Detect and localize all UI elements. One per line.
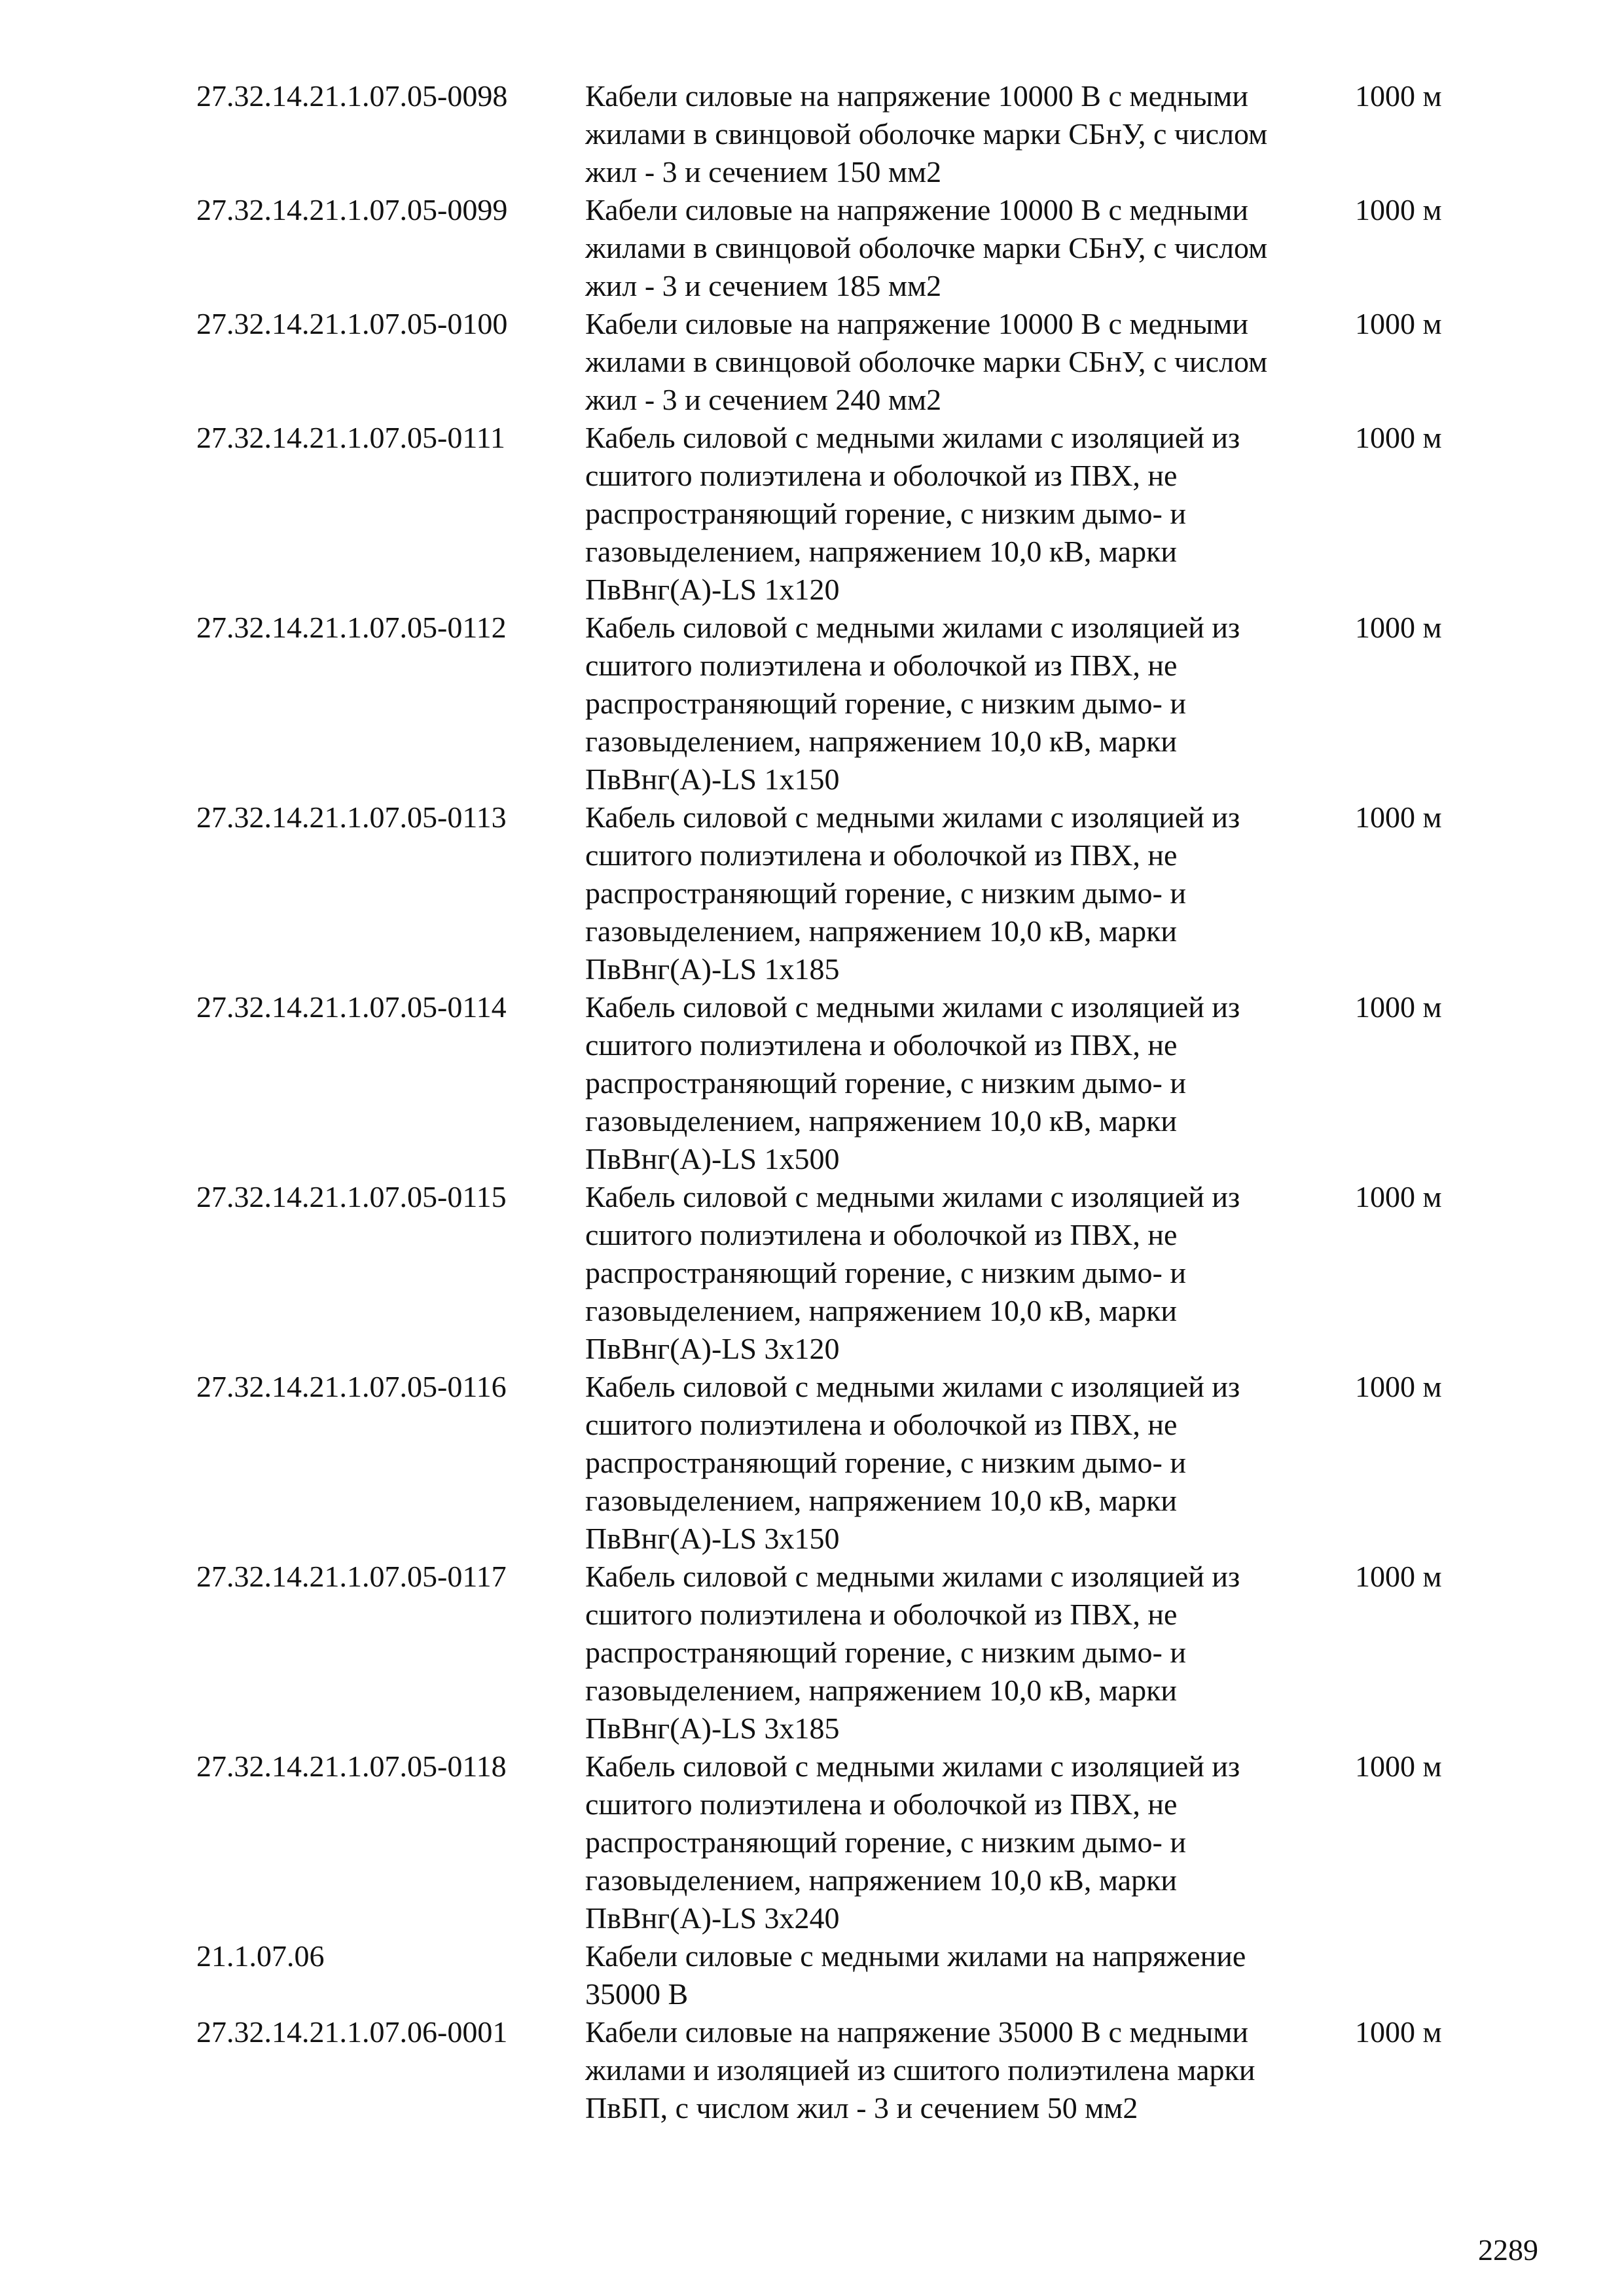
- item-description: Кабель силовой с медными жилами с изоляцией из сшитого полиэтилена и оболочкой из ПВХ, не распространяющий горение, с низким дымо- и газовыделением, напряжением 10,0 кВ, марки ПвВнг(А)-LS 1x500: [585, 990, 1240, 1175]
- item-code: 27.32.14.21.1.07.05-0099: [196, 193, 508, 226]
- list-item: [196, 419, 1492, 609]
- item-description: Кабель силовой с медными жилами с изоляцией из сшитого полиэтилена и оболочкой из ПВХ, не распространяющий горение, с низким дымо- и газовыделением, напряжением 10,0 кВ, марки ПвВнг(А)-LS 1x120: [585, 421, 1240, 606]
- item-unit: 1000 м: [1355, 421, 1442, 454]
- item-description: Кабель силовой с медными жилами с изоляцией из сшитого полиэтилена и оболочкой из ПВХ, не распространяющий горение, с низким дымо- и газовыделением, напряжением 10,0 кВ, марки ПвВнг(А)-LS 1x150: [585, 611, 1240, 796]
- item-description: Кабель силовой с медными жилами с изоляцией из сшитого полиэтилена и оболочкой из ПВХ, не распространяющий горение, с низким дымо- и газовыделением, напряжением 10,0 кВ, марки ПвВнг(А)-LS 3x150: [585, 1370, 1240, 1555]
- page-number: 2289: [1478, 2233, 1538, 2267]
- item-unit: 1000 м: [1355, 2015, 1442, 2049]
- list-item: [196, 1748, 1492, 1937]
- item-unit: 1000 м: [1355, 990, 1442, 1024]
- item-code: 27.32.14.21.1.07.05-0112: [196, 611, 507, 644]
- item-description: Кабели силовые на напряжение 10000 В с медными жилами в свинцовой оболочке марки СБнУ, с числом жил - 3 и сечением 240 мм2: [585, 307, 1268, 416]
- item-unit: 1000 м: [1355, 800, 1442, 834]
- item-description: Кабели силовые на напряжение 35000 В с медными жилами и изоляцией из сшитого полиэтилена марки ПвБП, с числом жил - 3 и сечением 50 мм2: [585, 2015, 1255, 2125]
- list-item: [196, 1558, 1492, 1748]
- list-item: [196, 191, 1492, 305]
- list-item: [196, 798, 1492, 988]
- item-code: 27.32.14.21.1.07.05-0118: [196, 1749, 507, 1783]
- item-code: 27.32.14.21.1.07.05-0100: [196, 307, 508, 340]
- item-unit: 1000 м: [1355, 1370, 1442, 1403]
- item-code: 27.32.14.21.1.07.05-0117: [196, 1560, 507, 1593]
- list-item: [196, 305, 1492, 419]
- entries-list: [196, 77, 1492, 2127]
- list-item: [196, 988, 1492, 1178]
- item-code: 27.32.14.21.1.07.06-0001: [196, 2015, 508, 2049]
- list-item: [196, 2013, 1492, 2127]
- item-code: 27.32.14.21.1.07.05-0098: [196, 79, 508, 113]
- item-unit: 1000 м: [1355, 307, 1442, 340]
- section-code: 21.1.07.06: [196, 1939, 325, 1973]
- item-unit: 1000 м: [1355, 1560, 1442, 1593]
- list-item: [196, 1178, 1492, 1368]
- item-description: Кабели силовые на напряжение 10000 В с медными жилами в свинцовой оболочке марки СБнУ, с числом жил - 3 и сечением 150 мм2: [585, 79, 1268, 188]
- list-item: [196, 77, 1492, 191]
- item-unit: 1000 м: [1355, 1749, 1442, 1783]
- item-unit: 1000 м: [1355, 193, 1442, 226]
- section-title: Кабели силовые с медными жилами на напряжение 35000 В: [585, 1939, 1246, 2011]
- list-item: [196, 609, 1492, 798]
- item-code: 27.32.14.21.1.07.05-0115: [196, 1180, 507, 1213]
- list-item: [196, 1368, 1492, 1558]
- item-description: Кабель силовой с медными жилами с изоляцией из сшитого полиэтилена и оболочкой из ПВХ, не распространяющий горение, с низким дымо- и газовыделением, напряжением 10,0 кВ, марки ПвВнг(А)-LS 3x120: [585, 1180, 1240, 1365]
- item-unit: 1000 м: [1355, 79, 1442, 113]
- item-code: 27.32.14.21.1.07.05-0111: [196, 421, 505, 454]
- item-unit: 1000 м: [1355, 1180, 1442, 1213]
- item-description: Кабель силовой с медными жилами с изоляцией из сшитого полиэтилена и оболочкой из ПВХ, не распространяющий горение, с низким дымо- и газовыделением, напряжением 10,0 кВ, марки ПвВнг(А)-LS 3x240: [585, 1749, 1240, 1935]
- item-unit: 1000 м: [1355, 611, 1442, 644]
- item-description: Кабель силовой с медными жилами с изоляцией из сшитого полиэтилена и оболочкой из ПВХ, не распространяющий горение, с низким дымо- и газовыделением, напряжением 10,0 кВ, марки ПвВнг(А)-LS 3x185: [585, 1560, 1240, 1745]
- item-code: 27.32.14.21.1.07.05-0113: [196, 800, 507, 834]
- item-description: Кабель силовой с медными жилами с изоляцией из сшитого полиэтилена и оболочкой из ПВХ, не распространяющий горение, с низким дымо- и газовыделением, напряжением 10,0 кВ, марки ПвВнг(А)-LS 1x185: [585, 800, 1240, 986]
- item-code: 27.32.14.21.1.07.05-0116: [196, 1370, 507, 1403]
- item-description: Кабели силовые на напряжение 10000 В с медными жилами в свинцовой оболочке марки СБнУ, с числом жил - 3 и сечением 185 мм2: [585, 193, 1268, 302]
- item-code: 27.32.14.21.1.07.05-0114: [196, 990, 507, 1024]
- section-heading-row: [196, 1937, 1492, 2013]
